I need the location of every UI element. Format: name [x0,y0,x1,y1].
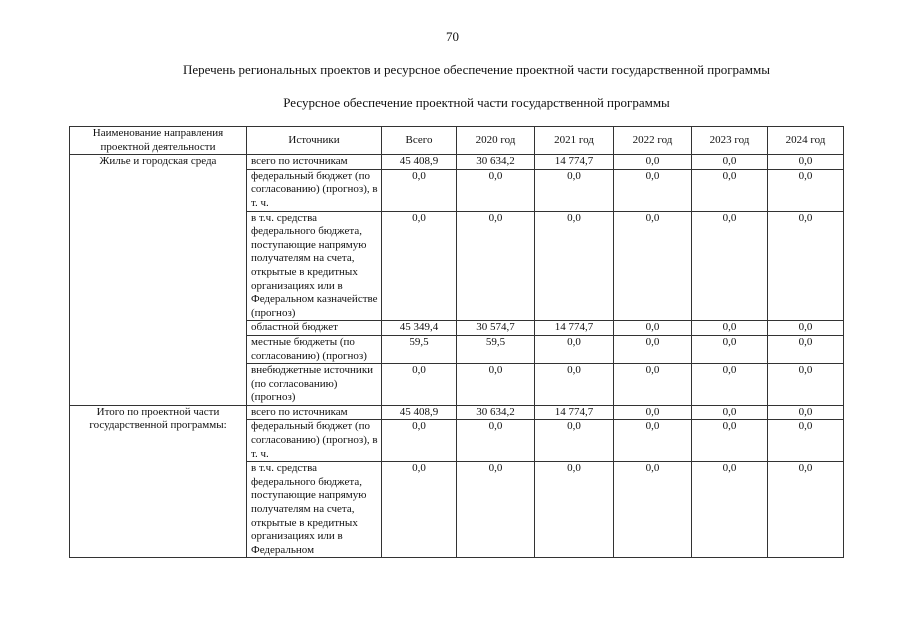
value-total: 0,0 [382,420,457,462]
document-title: Перечень региональных проектов и ресурсное обеспечение проектной части государственной программы [183,62,770,77]
direction-cell: Жилье и городская среда [70,155,247,406]
value-2024: 0,0 [768,155,844,170]
direction-cell: Итого по проектной части государственной программы: [70,405,247,558]
value-2024: 0,0 [768,211,844,321]
value-2020: 0,0 [457,211,535,321]
value-2021: 0,0 [535,335,614,363]
value-2024: 0,0 [768,335,844,363]
value-2023: 0,0 [692,321,768,336]
source-cell: областной бюджет [247,321,382,336]
value-2020: 0,0 [457,169,535,211]
value-total: 45 408,9 [382,155,457,170]
value-2022: 0,0 [614,211,692,321]
source-cell: федеральный бюджет (по согласованию) (прогноз), в т. ч. [247,420,382,462]
header-total: Всего [382,127,457,155]
value-total: 45 408,9 [382,405,457,420]
table-row [70,405,844,420]
value-2022: 0,0 [614,462,692,558]
value-2023: 0,0 [692,420,768,462]
value-2022: 0,0 [614,364,692,406]
value-2020: 30 634,2 [457,405,535,420]
value-2023: 0,0 [692,211,768,321]
table-header-row [70,127,844,155]
value-2022: 0,0 [614,405,692,420]
table-row [70,155,844,170]
header-sources: Источники [247,127,382,155]
value-2023: 0,0 [692,155,768,170]
value-2022: 0,0 [614,155,692,170]
value-2024: 0,0 [768,321,844,336]
table-title: Ресурсное обеспечение проектной части государственной программы [283,95,670,110]
source-cell: в т.ч. средства федерального бюджета, поступающие напрямую получателям на счета, открытые в кредитных организациях или в Федеральном [247,462,382,558]
source-cell: в т.ч. средства федерального бюджета, поступающие напрямую получателям на счета, открытые в кредитных организациях или в Федеральном казначействе (прогноз) [247,211,382,321]
value-2020: 0,0 [457,364,535,406]
value-2022: 0,0 [614,321,692,336]
header-direction: Наименование направления проектной деятельности [70,127,247,155]
value-total: 59,5 [382,335,457,363]
value-2023: 0,0 [692,405,768,420]
value-2024: 0,0 [768,462,844,558]
header-2024: 2024 год [768,127,844,155]
value-total: 0,0 [382,364,457,406]
source-cell: всего по источникам [247,405,382,420]
value-2024: 0,0 [768,405,844,420]
value-2020: 30 574,7 [457,321,535,336]
page-number: 70 [446,29,459,44]
value-2022: 0,0 [614,169,692,211]
value-2021: 0,0 [535,462,614,558]
value-2020: 0,0 [457,462,535,558]
header-2023: 2023 год [692,127,768,155]
value-total: 0,0 [382,211,457,321]
value-2023: 0,0 [692,364,768,406]
header-2022: 2022 год [614,127,692,155]
source-cell: федеральный бюджет (по согласованию) (прогноз), в т. ч. [247,169,382,211]
resource-table [69,126,844,558]
value-total: 0,0 [382,462,457,558]
value-2024: 0,0 [768,420,844,462]
value-2022: 0,0 [614,335,692,363]
value-2023: 0,0 [692,462,768,558]
value-2021: 14 774,7 [535,155,614,170]
value-2020: 30 634,2 [457,155,535,170]
source-cell: внебюджетные источники (по согласованию) (прогноз) [247,364,382,406]
value-2020: 0,0 [457,420,535,462]
value-2021: 0,0 [535,364,614,406]
value-total: 45 349,4 [382,321,457,336]
source-cell: всего по источникам [247,155,382,170]
value-2022: 0,0 [614,420,692,462]
value-total: 0,0 [382,169,457,211]
value-2021: 14 774,7 [535,405,614,420]
header-2020: 2020 год [457,127,535,155]
value-2020: 59,5 [457,335,535,363]
header-2021: 2021 год [535,127,614,155]
value-2021: 14 774,7 [535,321,614,336]
value-2024: 0,0 [768,169,844,211]
value-2024: 0,0 [768,364,844,406]
value-2021: 0,0 [535,420,614,462]
value-2021: 0,0 [535,211,614,321]
source-cell: местные бюджеты (по согласованию) (прогноз) [247,335,382,363]
value-2023: 0,0 [692,169,768,211]
value-2021: 0,0 [535,169,614,211]
value-2023: 0,0 [692,335,768,363]
